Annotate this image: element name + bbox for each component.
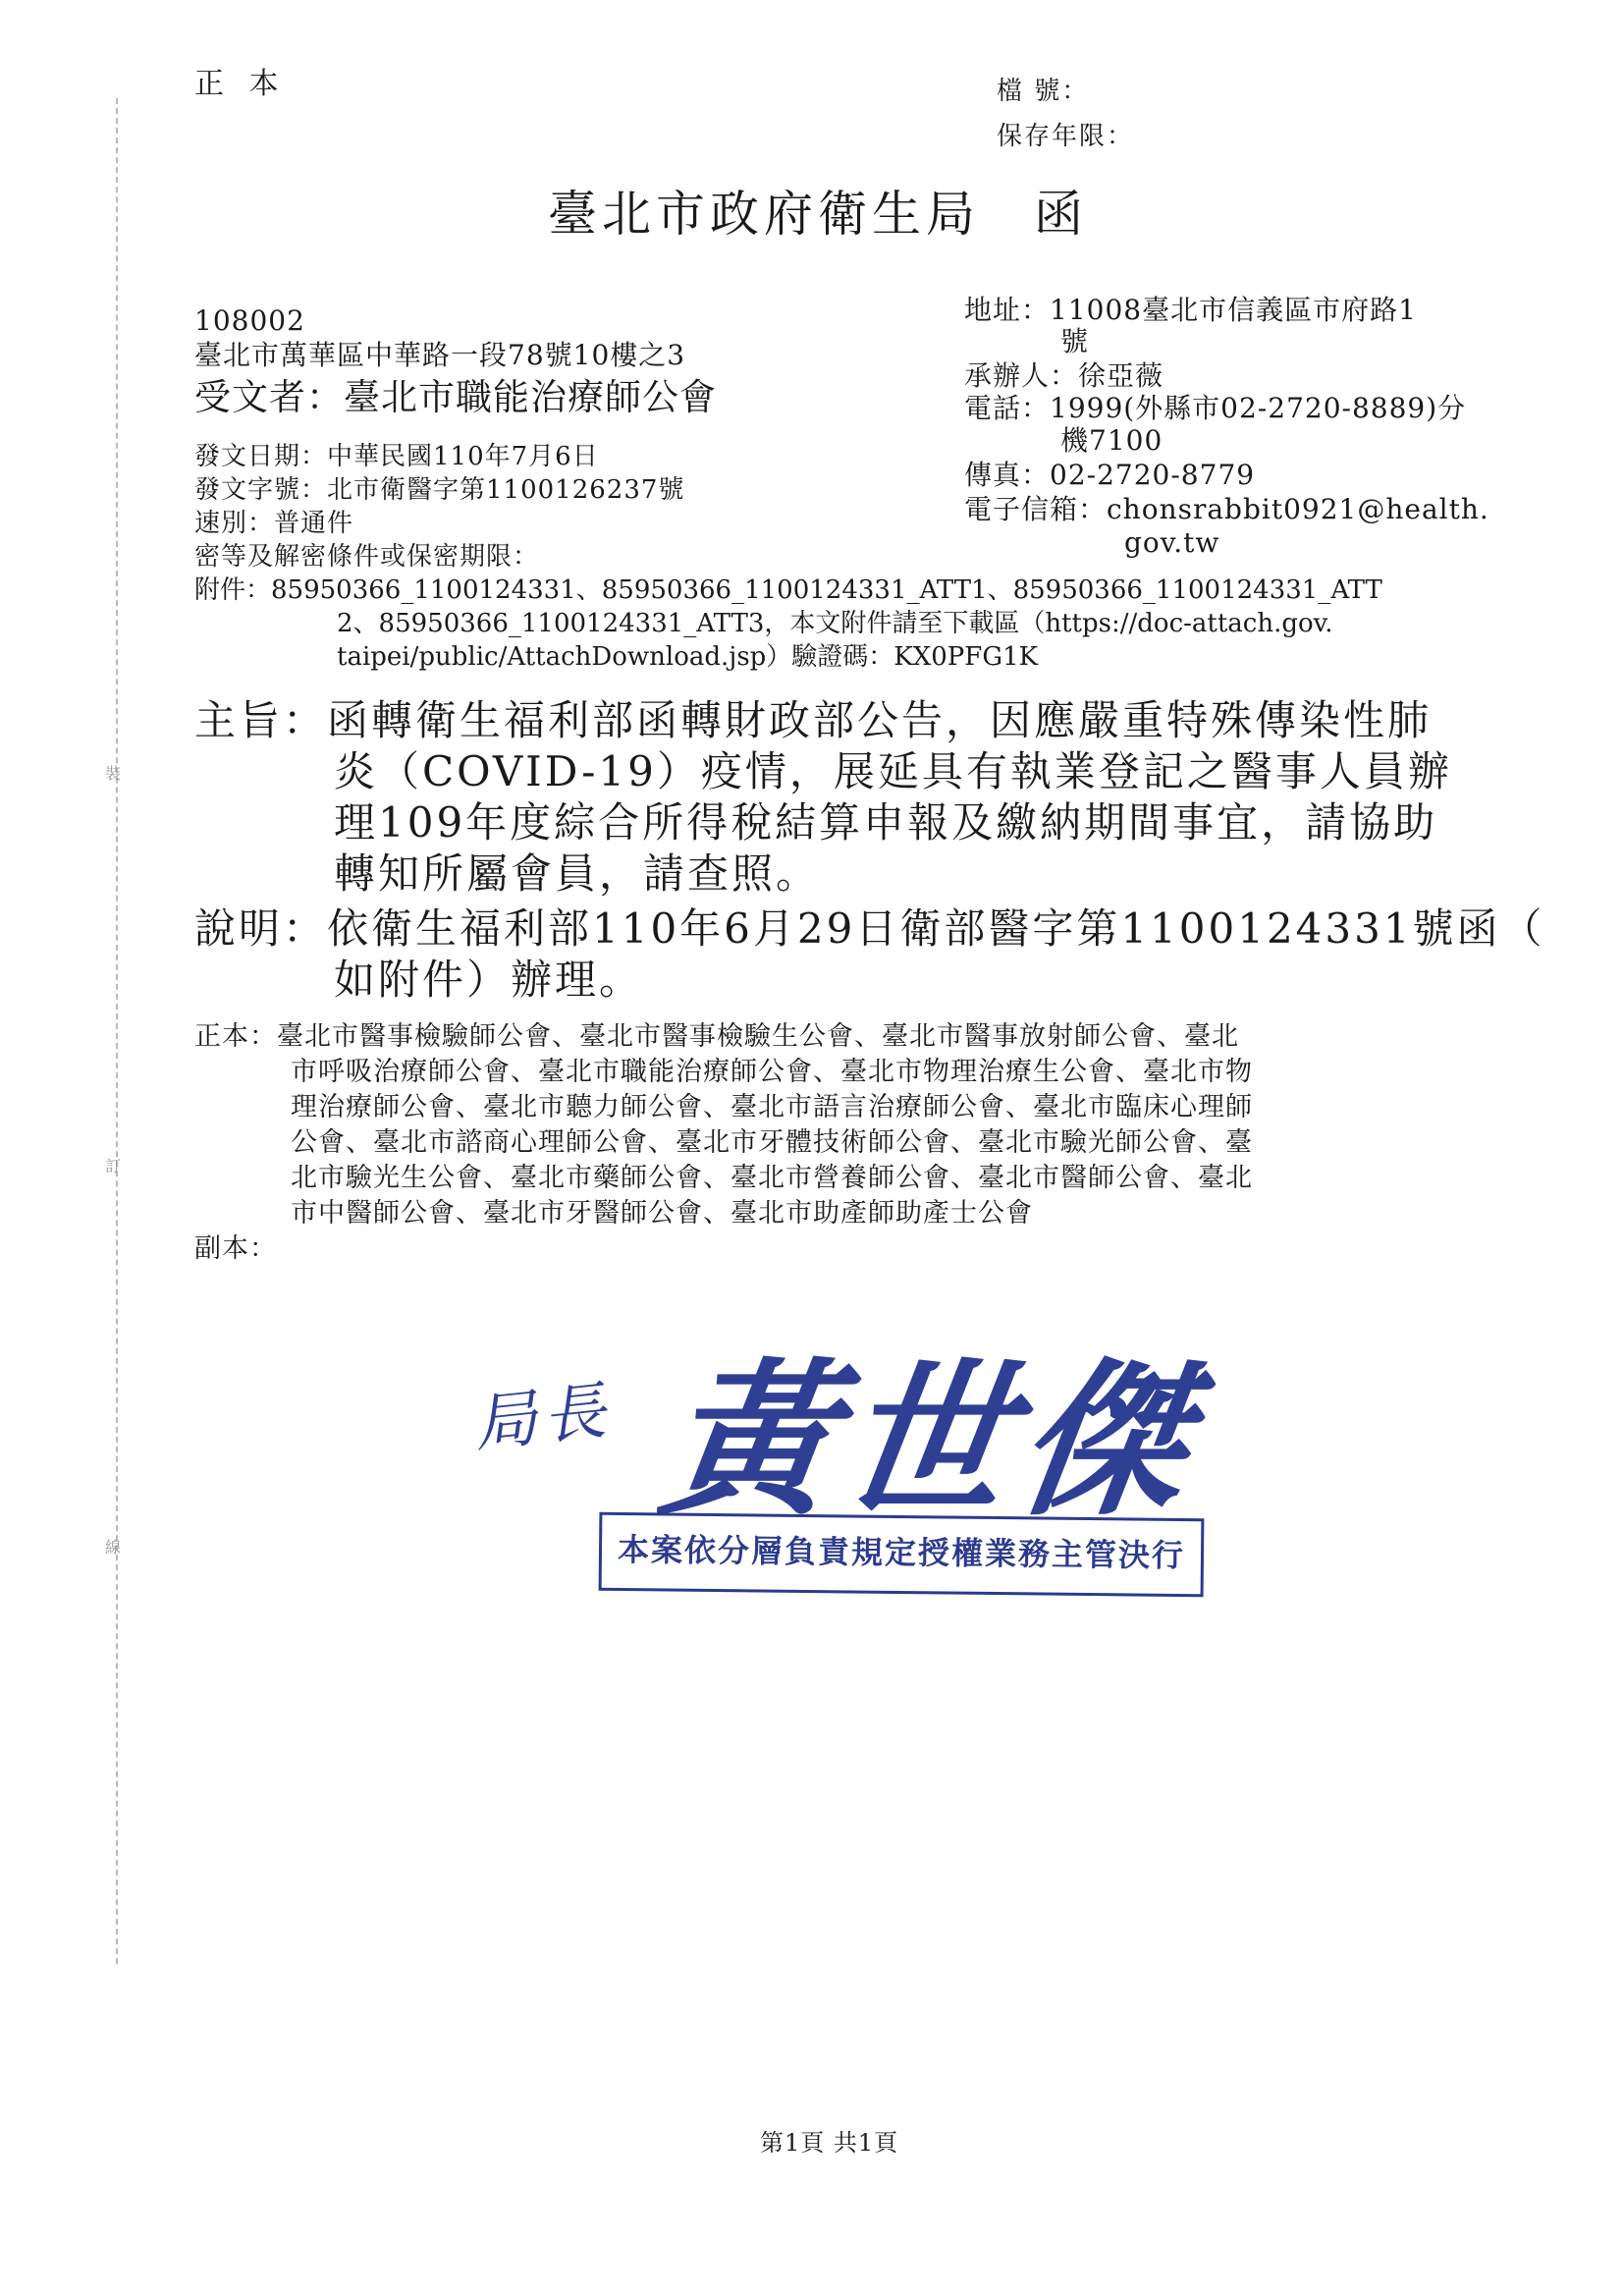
attachments-cont: 2、85950366_1100124331_ATT3，本文附件請至下載區（https://doc-attach.gov. xyxy=(337,609,1333,638)
binding-mark-bottom: 線 xyxy=(105,1538,122,1557)
doc-number: 發文字號：北市衛醫字第1100126237號 xyxy=(194,475,685,505)
authorization-stamp xyxy=(599,1512,1205,1597)
file-no-label: 檔 號： xyxy=(997,77,1090,106)
email-cont: gov.tw xyxy=(1124,526,1220,559)
sender-address-cont: 號 xyxy=(1060,325,1090,357)
sender-address: 地址：11008臺北市信義區市府路1 xyxy=(964,294,1417,326)
binding-line xyxy=(116,98,118,1964)
phone: 電話：1999(外縣市02-2720-8889)分 xyxy=(964,392,1467,424)
copy-recipients: 副本： xyxy=(194,1233,277,1264)
recipient: 受文者：臺北市職能治療師公會 xyxy=(194,376,717,418)
classification: 密等及解密條件或保密期限： xyxy=(194,542,540,572)
explanation-line: 如附件）辦理。 xyxy=(334,956,644,1004)
fax: 傳真：02-2720-8779 xyxy=(964,459,1256,491)
page-footer: 第1頁 共1頁 xyxy=(760,2129,899,2157)
subject-line: 主旨：函轉衛生福利部函轉財政部公告，因應嚴重特殊傳染性肺 xyxy=(194,696,1433,744)
stamp-text: 本案依分層負責規定授權業務主管決行 xyxy=(617,1530,1186,1575)
cc-line: 市中醫師公會、臺北市牙醫師公會、臺北市助產師助產士公會 xyxy=(291,1198,1033,1229)
cc-line: 正本：臺北市醫事檢驗師公會、臺北市醫事檢驗生公會、臺北市醫事放射師公會、臺北 xyxy=(194,1021,1239,1052)
signature-name: 黃世傑 xyxy=(651,1342,1211,1539)
subject-line: 理109年度綜合所得稅結算申報及繳納期間事宜，請協助 xyxy=(334,798,1438,847)
attachments: 附件：85950366_1100124331、85950366_1100124331_ATT1、85950366_1100124331_ATT xyxy=(194,575,1382,605)
phone-ext: 機7100 xyxy=(1060,424,1163,457)
email: 電子信箱：chonsrabbit0921@health. xyxy=(964,493,1489,525)
attachments-cont-2: taipei/public/AttachDownload.jsp）驗證碼：KX0PFG1K xyxy=(337,642,1039,672)
subject-line: 轉知所屬會員，請查照。 xyxy=(334,849,821,898)
subject-line: 炎（COVID-19）疫情，展延具有執業登記之醫事人員辦 xyxy=(334,747,1452,795)
issue-date: 發文日期：中華民國110年7月6日 xyxy=(194,442,599,471)
copy-label: 正 本 xyxy=(194,67,287,101)
binding-mark-middle: 訂 xyxy=(105,1157,122,1175)
cc-line: 理治療師公會、臺北市聽力師公會、臺北市語言治療師公會、臺北市臨床心理師 xyxy=(291,1092,1253,1122)
page-title: 臺北市政府衛生局 函 xyxy=(548,186,1088,243)
cc-line: 公會、臺北市諮商心理師公會、臺北市牙體技術師公會、臺北市驗光師公會、臺 xyxy=(291,1127,1253,1158)
postal-code: 108002 xyxy=(194,304,305,337)
cc-line: 市呼吸治療師公會、臺北市職能治療師公會、臺北市物理治療生公會、臺北市物 xyxy=(291,1057,1253,1087)
recipient-address: 臺北市萬華區中華路一段78號10樓之3 xyxy=(194,339,686,371)
handler: 承辦人：徐亞薇 xyxy=(964,359,1164,392)
retention-label: 保存年限： xyxy=(997,122,1135,151)
binding-mark-top: 裝 xyxy=(105,764,122,783)
cc-line: 北市驗光生公會、臺北市藥師公會、臺北市營養師公會、臺北市醫師公會、臺北 xyxy=(291,1163,1253,1193)
explanation-line: 說明：依衛生福利部110年6月29日衛部醫字第1100124331號函（ xyxy=(194,904,1545,953)
signature-title: 局長 xyxy=(470,1374,616,1462)
speed: 速別：普通件 xyxy=(194,509,354,538)
